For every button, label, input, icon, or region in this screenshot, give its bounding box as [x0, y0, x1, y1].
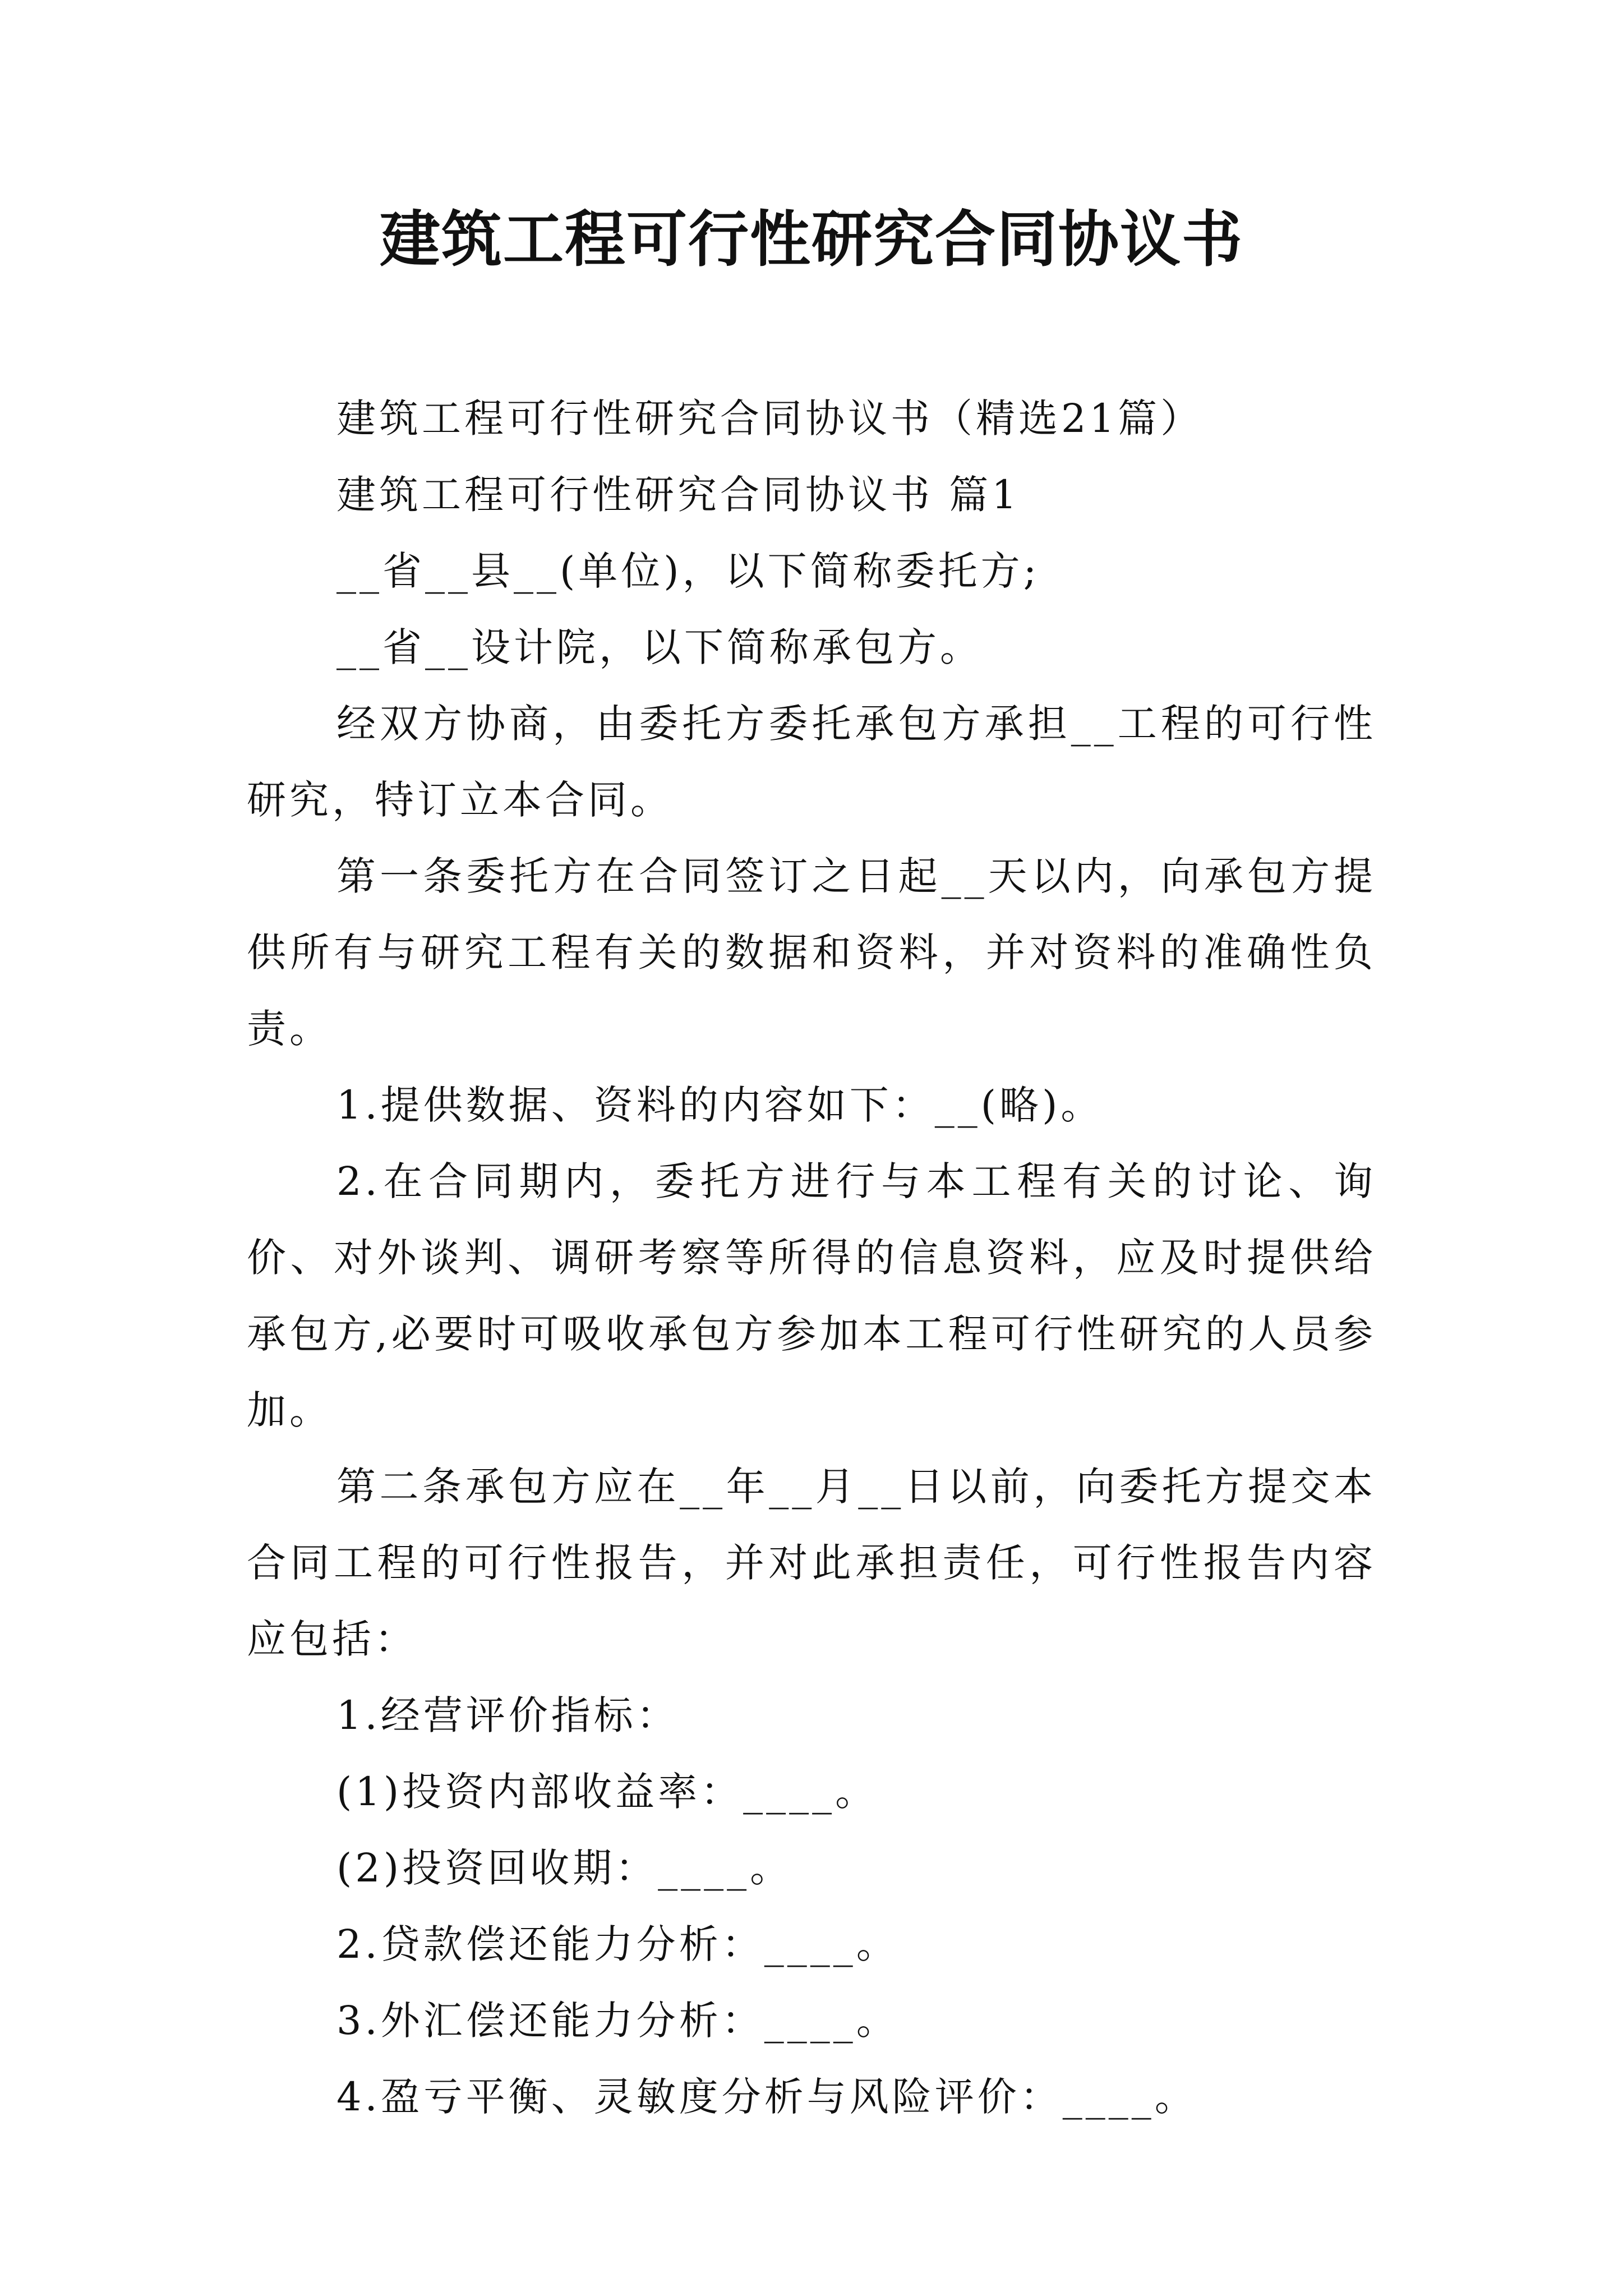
paragraph-section-heading: 建筑工程可行性研究合同协议书 篇1	[336, 472, 1020, 518]
paragraph-irr: (1)投资内部收益率：____。	[336, 1769, 878, 1815]
paragraph-article-2: 第二条承包方应在__年__月__日以前，向委托方提交本合同工程的可行性报告，并对此承担责任，可行性报告内容应包括：	[247, 1464, 1376, 1662]
paragraph-contractor: __省__设计院，以下简称承包方。	[336, 624, 983, 670]
paragraph-subtitle: 建筑工程可行性研究合同协议书（精选21篇）	[336, 395, 1204, 441]
paragraph-payback: (2)投资回收期：____。	[336, 1845, 793, 1891]
paragraph-fx-repayment: 3.外汇偿还能力分析：____。	[336, 1998, 899, 2044]
document-body	[247, 380, 1376, 2135]
paragraph-article-1: 第一条委托方在合同签订之日起__天以内，向承包方提供所有与研究工程有关的数据和资料，并对资料的准确性负责。	[247, 853, 1376, 1052]
paragraph-client: __省__县__(单位)，以下简称委托方;	[336, 548, 1040, 594]
paragraph-loan-repayment: 2.贷款偿还能力分析：____。	[336, 1921, 899, 1967]
paragraph-breakeven: 4.盈亏平衡、灵敏度分析与风险评价：____。	[336, 2074, 1197, 2120]
paragraph-article-1-item-2: 2.在合同期内，委托方进行与本工程有关的讨论、询价、对外谈判、调研考察等所得的信息资料，应及时提供给承包方,必要时可吸收承包方参加本工程可行性研究的人员参加。	[247, 1158, 1376, 1433]
paragraph-article-1-item-1: 1.提供数据、资料的内容如下：__(略)。	[336, 1082, 1104, 1128]
paragraph-agreement: 经双方协商，由委托方委托承包方承担__工程的可行性研究，特订立本合同。	[247, 701, 1376, 823]
document-title: 建筑工程可行性研究合同协议书	[379, 205, 1243, 275]
paragraph-article-2-item-1: 1.经营评价指标：	[336, 1692, 679, 1738]
